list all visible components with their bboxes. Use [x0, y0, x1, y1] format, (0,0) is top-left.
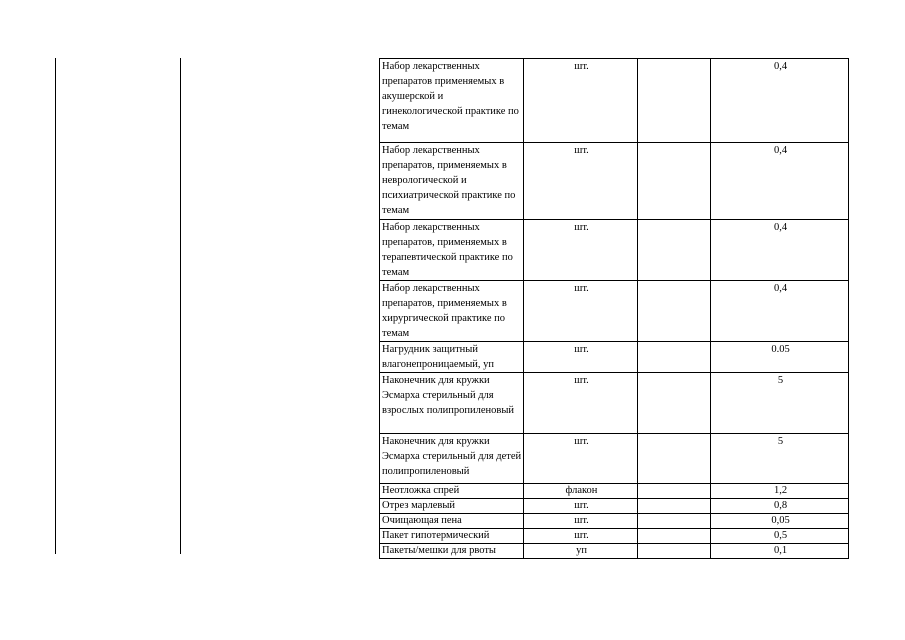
unit-cell: шт. — [524, 143, 638, 220]
item-name-cell: Набор лекарственных препаратов, применяемых в неврологической и психиатрической практике по темам — [380, 143, 524, 220]
quantity-cell: 0,4 — [711, 220, 849, 281]
item-name-cell: Набор лекарственных препаратов, применяемых в терапевтической практике по темам — [380, 220, 524, 281]
empty-cell — [638, 281, 711, 342]
quantity-cell: 0,05 — [711, 514, 849, 529]
quantity-cell: 0,8 — [711, 499, 849, 514]
empty-cell — [638, 220, 711, 281]
table-row — [380, 342, 849, 373]
table-row — [380, 514, 849, 529]
unit-cell: шт. — [524, 342, 638, 373]
table-row — [380, 484, 849, 499]
item-name-cell: Набор лекарственных препаратов применяемых в акушерской и гинекологической практике по темам — [380, 59, 524, 143]
quantity-cell: 0,1 — [711, 544, 849, 559]
quantity-cell: 1,2 — [711, 484, 849, 499]
empty-cell — [638, 484, 711, 499]
item-name-cell: Нагрудник защитный влагонепроницаемый, уп — [380, 342, 524, 373]
supplies-table — [379, 58, 849, 559]
unit-cell: шт. — [524, 499, 638, 514]
table-row — [380, 143, 849, 220]
table-row — [380, 499, 849, 514]
empty-cell — [638, 59, 711, 143]
table-row — [380, 220, 849, 281]
unit-cell: шт. — [524, 220, 638, 281]
empty-cell — [638, 373, 711, 434]
unit-cell: флакон — [524, 484, 638, 499]
unit-cell: шт. — [524, 281, 638, 342]
second-column-border — [180, 58, 181, 554]
item-name-cell: Пакет гипотермический — [380, 529, 524, 544]
left-column-border — [55, 58, 56, 554]
quantity-cell: 0.05 — [711, 342, 849, 373]
unit-cell: шт. — [524, 373, 638, 434]
quantity-cell: 0,5 — [711, 529, 849, 544]
unit-cell: шт. — [524, 59, 638, 143]
item-name-cell: Набор лекарственных препаратов, применяемых в хирургической практике по темам — [380, 281, 524, 342]
item-name-cell: Отрез марлевый — [380, 499, 524, 514]
item-name-cell: Пакеты/мешки для рвоты — [380, 544, 524, 559]
quantity-cell: 5 — [711, 373, 849, 434]
quantity-cell: 0,4 — [711, 59, 849, 143]
table-row — [380, 529, 849, 544]
item-name-cell: Очищающая пена — [380, 514, 524, 529]
unit-cell: уп — [524, 544, 638, 559]
unit-cell: шт. — [524, 514, 638, 529]
item-name-cell: Наконечник для кружки Эсмарха стерильный для детей полипропиленовый — [380, 434, 524, 484]
table-row — [380, 373, 849, 434]
item-name-cell: Наконечник для кружки Эсмарха стерильный для взрослых полипропиленовый — [380, 373, 524, 434]
empty-cell — [638, 544, 711, 559]
table-row — [380, 59, 849, 143]
quantity-cell: 5 — [711, 434, 849, 484]
empty-cell — [638, 499, 711, 514]
empty-cell — [638, 529, 711, 544]
empty-cell — [638, 342, 711, 373]
empty-cell — [638, 434, 711, 484]
empty-cell — [638, 143, 711, 220]
table-row — [380, 434, 849, 484]
quantity-cell: 0,4 — [711, 281, 849, 342]
unit-cell: шт. — [524, 434, 638, 484]
empty-cell — [638, 514, 711, 529]
quantity-cell: 0,4 — [711, 143, 849, 220]
table-row — [380, 281, 849, 342]
item-name-cell: Неотложка спрей — [380, 484, 524, 499]
unit-cell: шт. — [524, 529, 638, 544]
table-row — [380, 544, 849, 559]
